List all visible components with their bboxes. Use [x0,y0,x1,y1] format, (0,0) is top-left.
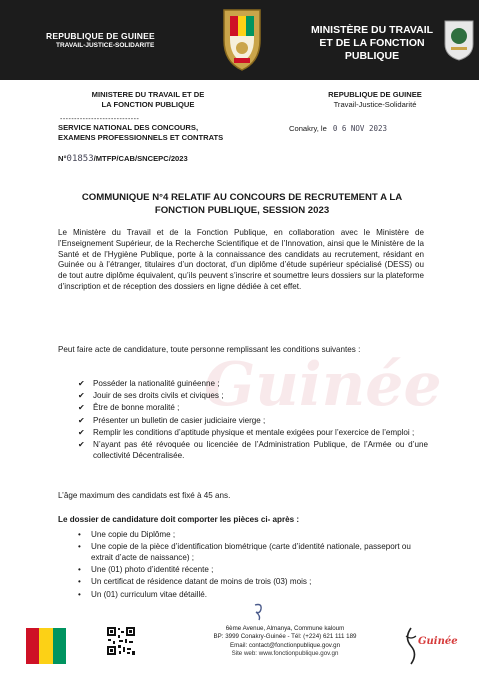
banner-left-title: REPUBLIQUE DE GUINEE [46,31,155,41]
document-title [44,192,440,217]
ref-suffix: /MTFP/CAB/SNCEPC/2023 [93,154,188,163]
service-line-1: SERVICE NATIONAL DES CONCOURS, [58,123,199,132]
footer-email: Email: contact@fonctionpublique.gov.gn [229,641,341,649]
date-prefix: Conakry, le [289,124,327,133]
reference-number [58,154,188,164]
list-item: • Une (01) photo d’identité récente ; [78,565,214,575]
ref-number: 01853 [66,154,94,164]
age-limit: L’âge maximum des candidats est fixé à 45 ans. [58,491,231,500]
check-icon: ✔ [78,427,85,437]
conditions-list [78,379,428,463]
conditions-intro: Peut faire acte de candidature, toute personne remplissant les conditions suivantes : [58,345,361,354]
list-item: • Un (01) curriculum vitae détaillé. [78,589,208,599]
list-item: • Un certificat de résidence datant de moins de trois (03) mois ; [78,577,312,587]
banner-right-title: MINISTÈRE DU TRAVAIL ET DE LA FONCTION PUBLIQUE [310,24,434,62]
check-icon: ✔ [78,439,85,449]
watermark: Guinée [204,350,442,420]
pieces-list [78,530,424,602]
ministry-line-2: LA FONCTION PUBLIQUE [101,100,195,109]
footer-contact [150,625,420,658]
check-icon: ✔ [78,391,85,401]
date-line [289,124,387,133]
footer-website: Site web: www.fonctionpublique.gov.gn [231,649,339,657]
coat-of-arms-icon [218,6,266,72]
list-item: ✔ Être de bonne moralité ; [78,403,180,413]
list-item: ✔ Posséder la nationalité guinéenne ; [78,379,220,388]
list-item: ✔ Jouir de ses droits civils et civiques ; [78,391,224,401]
guinee-logo: Guinée [418,636,458,647]
list-item: ✔ N’ayant pas été révoquée ou licenciée de l’Administration Publique, de l’Armée ou d’une collectivité Décentralisée. [78,439,428,460]
signature-icon [252,602,266,622]
date-stamp: 0 6 NOV 2023 [332,124,388,133]
bullet-icon: • [78,530,81,539]
dossier-heading: Le dossier de candidature doit comporter les pièces ci- après : [58,515,300,524]
footer-phone: BP: 3999 Conakry-Guinée - Tél: (+224) 621 111 189 [213,633,357,641]
header-separator: ---------------------------- [60,116,140,123]
title-line-2: FONCTION PUBLIQUE, SESSION 2023 [154,204,330,216]
banner-left-motto: TRAVAIL-JUSTICE-SOLIDARITE [56,42,155,49]
ministry-logo-icon [442,18,476,62]
title-line-1: COMMUNIQUE N°4 RELATIF AU CONCOURS DE RECRUTEMENT A LA [81,192,403,203]
check-icon: ✔ [78,379,85,388]
list-item: ✔ Remplir les conditions d’aptitude physique et mentale exigées pour l’exercice de l’emploi ; [78,427,415,437]
republic-header [300,90,450,110]
republic-name: REPUBLIQUE DE GUINEE [328,90,422,99]
list-item: • Une copie de la pièce d’identification biométrique (carte d’identité nationale, passeport ou extrait d’acte de naissance) ; [78,542,411,562]
flag-icon [26,628,66,664]
check-icon: ✔ [78,415,85,425]
check-icon: ✔ [78,403,85,413]
ministry-line-1: MINISTERE DU TRAVAIL ET DE [91,90,205,99]
service-name [58,123,223,143]
list-item: • Une copie du Diplôme ; [78,530,176,539]
bullet-icon: • [78,577,81,587]
ref-prefix: N° [58,154,67,163]
top-banner [0,0,479,80]
bullet-icon: • [78,565,81,575]
service-line-2: EXAMENS PROFESSIONNELS ET CONTRATS [58,133,224,142]
qr-code-icon [106,626,136,656]
ministry-header [58,90,238,110]
intro-paragraph: Le Ministère du Travail et de la Fonction Publique, en collaboration avec le Ministère de l’Enseignement Supérieur, de la Recherche Scientifique et de l’Innovation, ainsi que le Ministère de la Santé et de l’Hygiène Publique, porte à la connaissance des candidats au recrutement, résidant en Guinée ou à l’étranger, titulaires d’un doctorat, d’un diplôme d’étude supérieur spécialisé (DESS) ou de tout autre diplôme équivalent, qu’ils peuvent s’inscrire et soumettre leurs dossiers sur la plateforme d’inscription et de réception des dossiers en ligne dédiée à cet effet. [58,228,424,291]
list-item: ✔ Présenter un bulletin de casier judiciaire vierge ; [78,415,266,425]
republic-motto: Travail-Justice-Solidarité [333,100,417,109]
bullet-icon: • [78,589,81,599]
footer-address: 6ème Avenue, Almanya, Commune kaloum [225,625,345,632]
bullet-icon: • [78,542,81,552]
